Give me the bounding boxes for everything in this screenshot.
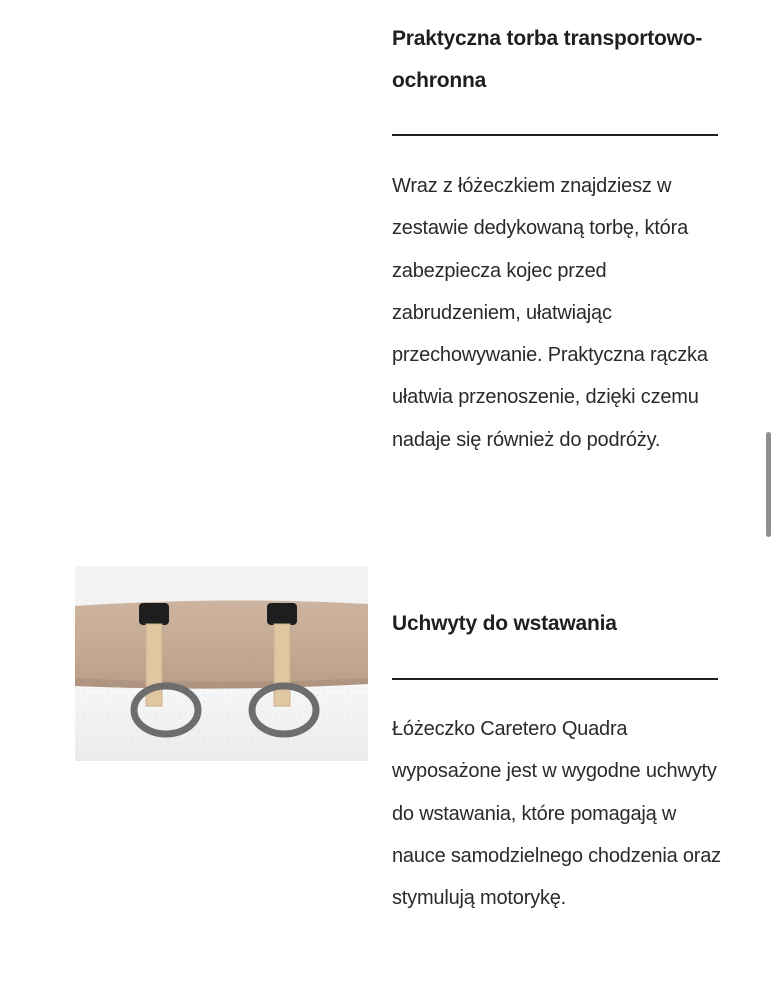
transport-bag-description: Wraz z łóżeczkiem znajdziesz w zestawie dedykowaną torbę, która zabezpiecza kojec przed zabrudzeniem, ułatwiając przechowywanie. Praktyczna rączka ułatwia przenoszenie, dzięki czemu nadaje się również do podróży. xyxy=(392,175,708,451)
transport-bag-divider xyxy=(392,134,718,136)
standing-handles-heading: Uchwyty do wstawania xyxy=(392,612,617,635)
transport-bag-section xyxy=(392,18,722,461)
transport-bag-heading: Praktyczna torba transportowo-ochronna xyxy=(392,27,703,92)
standing-handles-description: Łóżeczko Caretero Quadra wyposażone jest w wygodne uchwyty do wstawania, które pomagają w nauce samodzielnego chodzenia oraz stymulują motorykę. xyxy=(392,718,721,910)
standing-handles-divider xyxy=(392,678,718,680)
standing-handles-photo xyxy=(75,566,368,761)
standing-handles-section xyxy=(392,603,722,919)
page-scrollbar[interactable] xyxy=(766,432,771,537)
